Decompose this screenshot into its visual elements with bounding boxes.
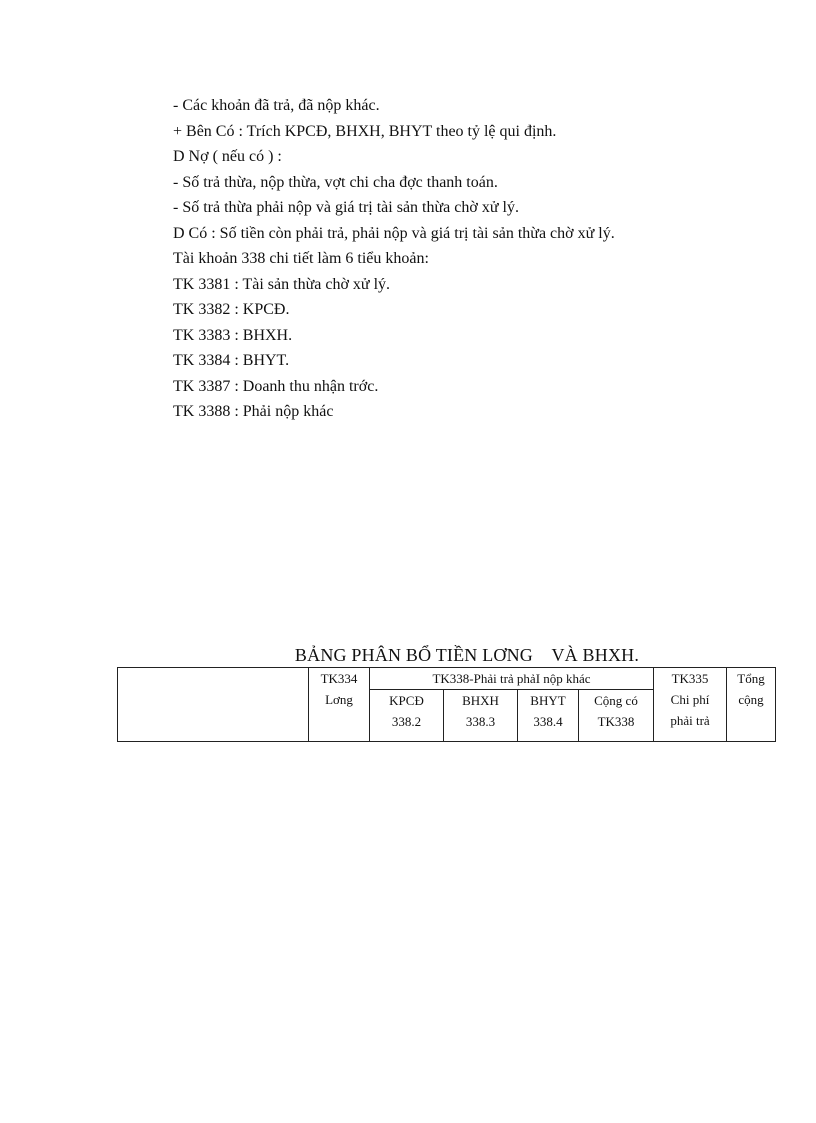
text-line: TK 3387 : Doanh thu nhận trớc.: [173, 377, 379, 395]
text-line: Tài khoản 338 chi tiết làm 6 tiểu khoản:: [173, 250, 429, 267]
document-body: [173, 93, 773, 425]
bhyt-code: 338.4: [533, 714, 563, 729]
table-header-row: [118, 668, 776, 690]
text-line: TK 3388 : Phải nộp khác: [173, 403, 334, 420]
salary-allocation-table: [117, 667, 776, 742]
tk338-group-header: [370, 668, 654, 690]
total-label-line2: cộng: [738, 692, 764, 707]
text-line: D Nợ ( nếu có ) :: [173, 148, 282, 165]
tk338-group-label: TK338-Phải trả phảI nộp khác: [432, 671, 591, 686]
kpcd-label: KPCĐ: [389, 693, 424, 708]
tk338-sum-code: TK338: [597, 714, 635, 729]
tk335-label-line2: phải trả: [670, 713, 710, 728]
table-title-text: BẢNG PHÂN BỔ TIỀN LƠNG VÀ BHXH.: [294, 645, 640, 665]
tk334-label: Lơng: [325, 692, 353, 707]
text-line: TK 3384 : BHYT.: [173, 352, 290, 369]
tk334-header-cell: [309, 668, 370, 742]
blank-header-cell: [118, 668, 309, 742]
tk335-code: TK335: [671, 671, 709, 686]
kpcd-header-cell: [370, 690, 444, 742]
bhyt-label: BHYT: [530, 693, 566, 708]
table-title: [0, 645, 816, 666]
tk338-sum-label: Cộng có: [594, 693, 638, 708]
total-label-line1: Tổng: [737, 671, 765, 686]
tk334-code: TK334: [320, 671, 358, 686]
text-line: - Các khoản đã trả, đã nộp khác.: [173, 97, 380, 114]
tk335-label-line1: Chi phí: [670, 692, 710, 707]
tk335-header-cell: [654, 668, 727, 742]
bhyt-header-cell: [518, 690, 579, 742]
text-line: TK 3383 : BHXH.: [173, 326, 293, 344]
kpcd-code: 338.2: [391, 714, 422, 729]
bhxh-header-cell: [444, 690, 518, 742]
bhxh-code: 338.3: [465, 714, 496, 729]
text-line: D Có : Số tiền còn phải trả, phải nộp và giá trị tài sản thừa chờ xử lý.: [173, 224, 615, 242]
text-line: TK 3382 : KPCĐ.: [173, 301, 290, 318]
text-line: + Bên Có : Trích KPCĐ, BHXH, BHYT theo tỷ lệ qui định.: [173, 122, 557, 140]
total-header-cell: [727, 668, 776, 742]
text-line: - Số trả thừa phải nộp và giá trị tài sản thừa chờ xử lý.: [173, 199, 519, 216]
tk338-sum-header-cell: [579, 690, 654, 742]
bhxh-label: BHXH: [462, 693, 499, 708]
text-line: - Số trả thừa, nộp thừa, vợt chi cha đợc thanh toán.: [173, 173, 498, 191]
text-line: TK 3381 : Tài sản thừa chờ xử lý.: [173, 275, 391, 293]
